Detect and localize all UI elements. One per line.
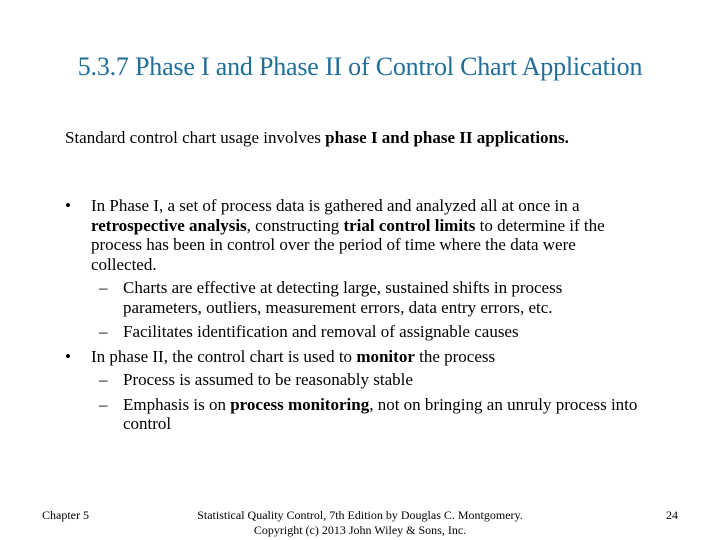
sub-bullet-text <box>123 395 645 434</box>
dash-icon: – <box>99 394 108 414</box>
page-number: 24 <box>666 508 678 522</box>
bullet-phase-2 <box>65 347 645 367</box>
bullet-phase-1 <box>65 196 645 274</box>
sub-bullet <box>65 395 645 434</box>
footer-citation-line1: Statistical Quality Control, 7th Edition by Douglas C. Montgomery. <box>197 508 523 522</box>
sub-bullet-text: Process is assumed to be reasonably stable <box>123 370 413 389</box>
intro-text: Standard control chart usage involves <box>65 128 326 147</box>
bullet-bold-monitor: monitor <box>356 346 415 366</box>
dash-icon: – <box>99 370 108 389</box>
intro-bold-text: phase I and phase II applications. <box>325 128 569 147</box>
sub-bullet <box>65 370 645 390</box>
footer-citation-line2: Copyright (c) 2013 John Wiley & Sons, Inc. <box>253 523 467 537</box>
intro-paragraph <box>65 128 625 147</box>
bullet-text: to determine if the process has been in control over the period of time where the data were collected. <box>91 215 605 274</box>
bullet-text: , constructing <box>246 215 344 235</box>
sub-bullet-text-post: , not on bringing an unruly process into control <box>123 394 638 433</box>
slide-title: 5.3.7 Phase I and Phase II of Control Chart Application <box>77 52 643 81</box>
sub-bullet-text: Charts are effective at detecting large, sustained shifts in process parameters, outliers, measurement errors, data entry errors, etc. <box>123 278 563 317</box>
bullet-bold-trial-control-limits: trial control limits <box>343 215 476 235</box>
bullet-list <box>65 196 645 439</box>
bullet-bold-retrospective-analysis: retrospective analysis <box>91 215 247 235</box>
dash-icon: – <box>99 322 108 341</box>
sub-bullet-text-pre: Emphasis is on <box>123 394 231 414</box>
bullet-text: the process <box>414 346 496 366</box>
sub-bullet-text: Facilitates identification and removal of assignable causes <box>123 322 519 341</box>
sub-bullet <box>65 322 645 342</box>
bullet-text: In phase II, the control chart is used to <box>91 346 357 366</box>
footer-citation <box>0 508 720 538</box>
sub-bullet <box>65 278 645 317</box>
bullet-text: In Phase I, a set of process data is gathered and analyzed all at once in a <box>91 196 580 215</box>
bullet-icon: • <box>65 196 71 215</box>
sub-bullet-bold-process-monitoring: process monitoring <box>230 394 370 414</box>
dash-icon: – <box>99 278 108 297</box>
bullet-icon: • <box>65 346 71 366</box>
footer-chapter: Chapter 5 <box>42 508 89 522</box>
